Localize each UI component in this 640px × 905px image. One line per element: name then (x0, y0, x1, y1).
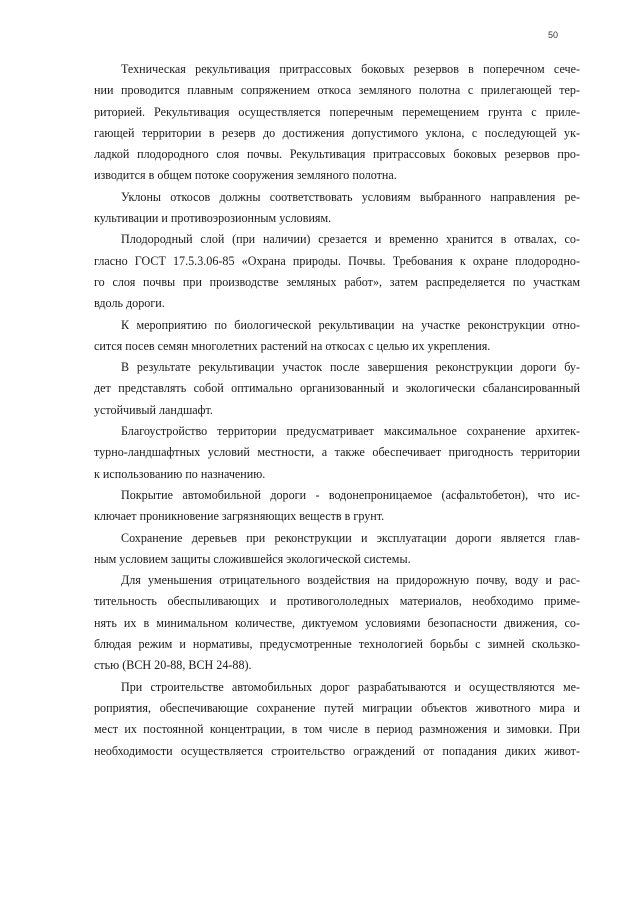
paragraph (94, 229, 580, 314)
paragraph (94, 187, 580, 230)
text-line: мест их постоянной концентрации, в том числе в период размножения и зимовки. При (94, 722, 580, 737)
text-line: В результате рекультивации участок после завершения реконструкции дороги бу- (121, 360, 580, 375)
text-line: необходимости осуществляется строительство ограждений от попадания диких живот- (94, 743, 580, 758)
text-line: вдоль дороги. (94, 296, 165, 311)
paragraph (94, 421, 580, 485)
text-line: Плодородный слой (при наличии) срезается и временно хранится в отвалах, со- (121, 232, 580, 247)
text-line: гласно ГОСТ 17.5.3.06-85 «Охрана природы. Почвы. Требования к охране плодородно- (94, 253, 580, 268)
text-line: стью (ВСН 20-88, ВСН 24-88). (94, 658, 252, 673)
text-line: нии проводится плавным сопряжением откоса земляного полотна с прилегающей тер- (94, 83, 580, 98)
text-line: нять их в минимальном количестве, диктуемом условиями безопасности движения, со- (94, 615, 580, 630)
text-line: го слоя почвы при производстве земляных работ», затем распределяется по участкам (94, 274, 580, 289)
text-line: Сохранение деревьев при реконструкции и эксплуатации дороги является глав- (121, 530, 580, 545)
text-line: Благоустройство территории предусматривает максимальное сохранение архитек- (121, 424, 580, 439)
paragraph (94, 570, 580, 676)
text-line: изводится в общем потоке сооружения земляного полотна. (94, 168, 397, 183)
text-line: роприятия, обеспечивающие сохранение путей миграции объектов животного мира и (94, 700, 580, 715)
paragraph (94, 357, 580, 421)
text-line: тительность обеспыливающих и противогололедных материалов, необходимо приме- (94, 594, 580, 609)
text-line: к использованию по назначению. (94, 466, 266, 481)
text-line: сится посев семян многолетних растений на откосах с целью их укрепления. (94, 338, 491, 353)
text-line: устойчивый ландшафт. (94, 402, 213, 417)
text-line: гающей территории в резерв до достижения допустимого уклона, с последующей ук- (94, 125, 580, 140)
text-line: турно-ландшафтных условий местности, а также обеспечивает пригодность территории (94, 445, 580, 460)
text-line: культивации и противоэрозионным условиям. (94, 211, 332, 226)
page-number: 50 (547, 30, 558, 40)
text-line: риторией. Рекультивация осуществляется поперечным перемещением грунта с приле- (94, 104, 580, 119)
paragraph (94, 528, 580, 571)
paragraph (94, 59, 580, 187)
text-line: ладкой плодородного слоя почвы. Рекультивация притрассовых боковых резервов про- (94, 147, 580, 162)
text-line: Уклоны откосов должны соответствовать условиям выбранного направления ре- (121, 189, 580, 204)
text-line: ным условием защиты сложившейся экологической системы. (94, 551, 411, 566)
text-line: блюдая режим и нормативы, предусмотренные технологией борьбы с зимней скользко- (94, 637, 580, 652)
text-line: ключает проникновение загрязняющих веществ в грунт. (94, 509, 385, 524)
text-line: К мероприятию по биологической рекультивации на участке реконструкции отно- (121, 317, 580, 332)
text-line: Техническая рекультивация притрассовых боковых резервов в поперечном сече- (121, 62, 580, 76)
paragraph (94, 677, 580, 762)
body-text (94, 59, 580, 762)
text-line: Покрытие автомобильной дороги - водонепроницаемое (асфальтобетон), что ис- (121, 487, 580, 502)
paragraph (94, 315, 580, 358)
text-line: Для уменьшения отрицательного воздействия на придорожную почву, воду и рас- (121, 573, 580, 588)
paragraph (94, 485, 580, 528)
text-line: При строительстве автомобильных дорог разрабатываются и осуществляются ме- (121, 679, 580, 694)
text-line: дет представлять собой оптимально организованный и экологически сбалансированный (94, 381, 580, 396)
